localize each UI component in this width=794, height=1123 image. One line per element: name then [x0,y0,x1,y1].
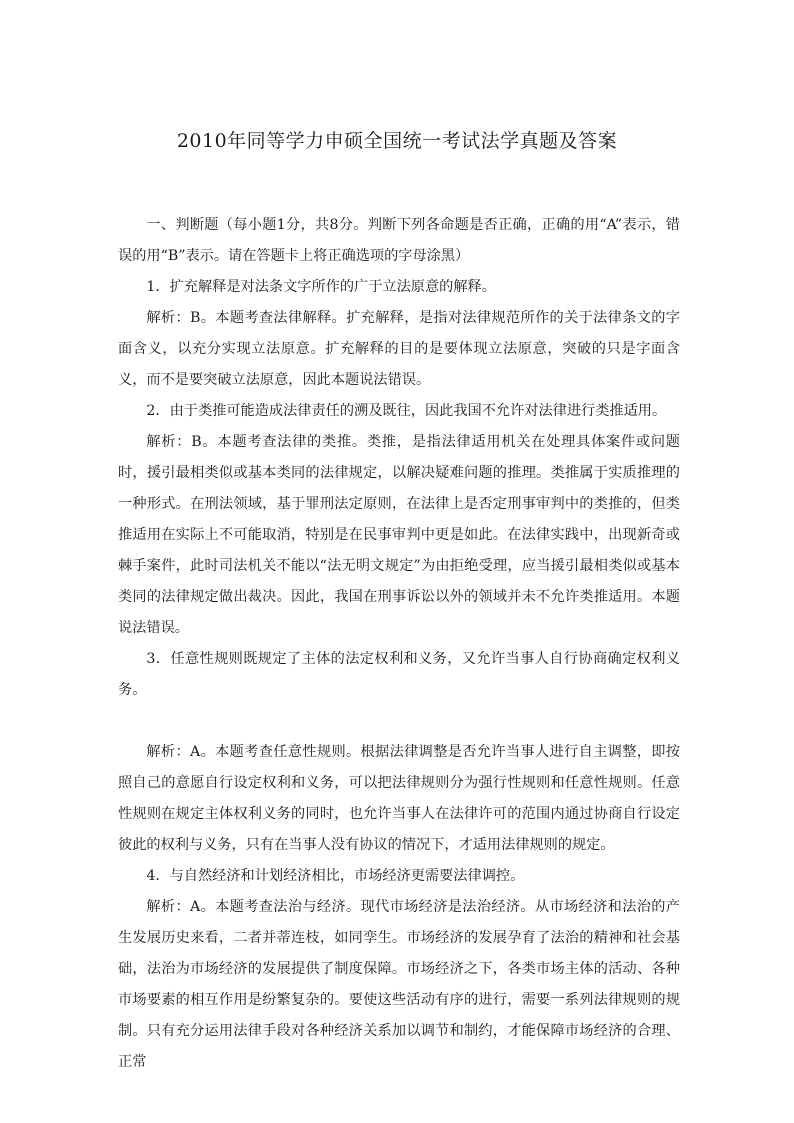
question-2: 2．由于类推可能造成法律责任的溯及既往，因此我国不允许对法律进行类推适用。 [146,403,667,419]
question-4: 4．与自然经济和计划经济相比，市场经济更需要法律调控。 [146,868,525,884]
question-3: 3．任意性规则既规定了主体的法定权利和义务，又允许当事人自行协商确定权利义务。 [118,651,680,698]
analysis-4: 解析：A。本题考查法治与经济。现代市场经济是法治经济。从市场经济和法治的产生发展历史来看，二者并蒂连枝，如同孪生。市场经济的发展孕育了法治的精神和社会基础，法治为市场经济的发展提供了制度保障。市场经济之下，各类市场主体的活动、各种市场要素的相互作用是纷繁复杂的。要使这些活动有序的进行，需要一系列法律规则的规制。只有充分运用法律手段对各种经济关系加以调节和制约，才能保障市场经济的合理、正常 [118,899,680,1070]
analysis-3: 解析：A。本题考查任意性规则。根据法律调整是否允许当事人进行自主调整，即按照自己的意愿自行设定权利和义务，可以把法律规则分为强行性规则和任意性规则。任意性规则在规定主体权利义务的同时，也允许当事人在法律许可的范围内通过协商自行设定彼此的权利与义务，只有在当事人没有协议的情况下，才适用法律规则的规定。 [118,744,680,853]
document-title: 2010年同等学力申硕全国统一考试法学真题及答案 [176,130,618,152]
analysis-1: 解析：B。本题考查法律解释。扩充解释，是指对法律规范所作的关于法律条文的字面含义，以充分实现立法原意。扩充解释的目的是要体现立法原意，突破的只是字面含义，而不是要突破立法原意，因此本题说法错误。 [118,310,680,388]
analysis-2: 解析：B。本题考查法律的类推。类推，是指法律适用机关在处理具体案件或问题时，援引最相类似或基本类同的法律规定，以解决疑难问题的推理。类推属于实质推理的一种形式。在刑法领域，基于罪刑法定原则，在法律上是否定刑事审判中的类推的，但类推适用在实际上不可能取消，特别是在民事审判中更是如此。在法律实践中，出现新奇或棘手案件，此时司法机关不能以“法无明文规定”为由拒绝受理，应当援引最相类似或基本类同的法律规定做出裁决。因此，我国在刑事诉讼以外的领域并未不允许类推适用。本题说法错误。 [118,434,680,636]
document-body [118,210,680,1078]
section-intro: 一、判断题（每小题1分，共8分。判断下列各命题是否正确，正确的用“A”表示，错误的用“B”表示。请在答题卡上将正确选项的字母涂黑） [118,217,680,264]
question-1: 1．扩充解释是对法条文字所作的广于立法原意的解释。 [146,279,496,295]
